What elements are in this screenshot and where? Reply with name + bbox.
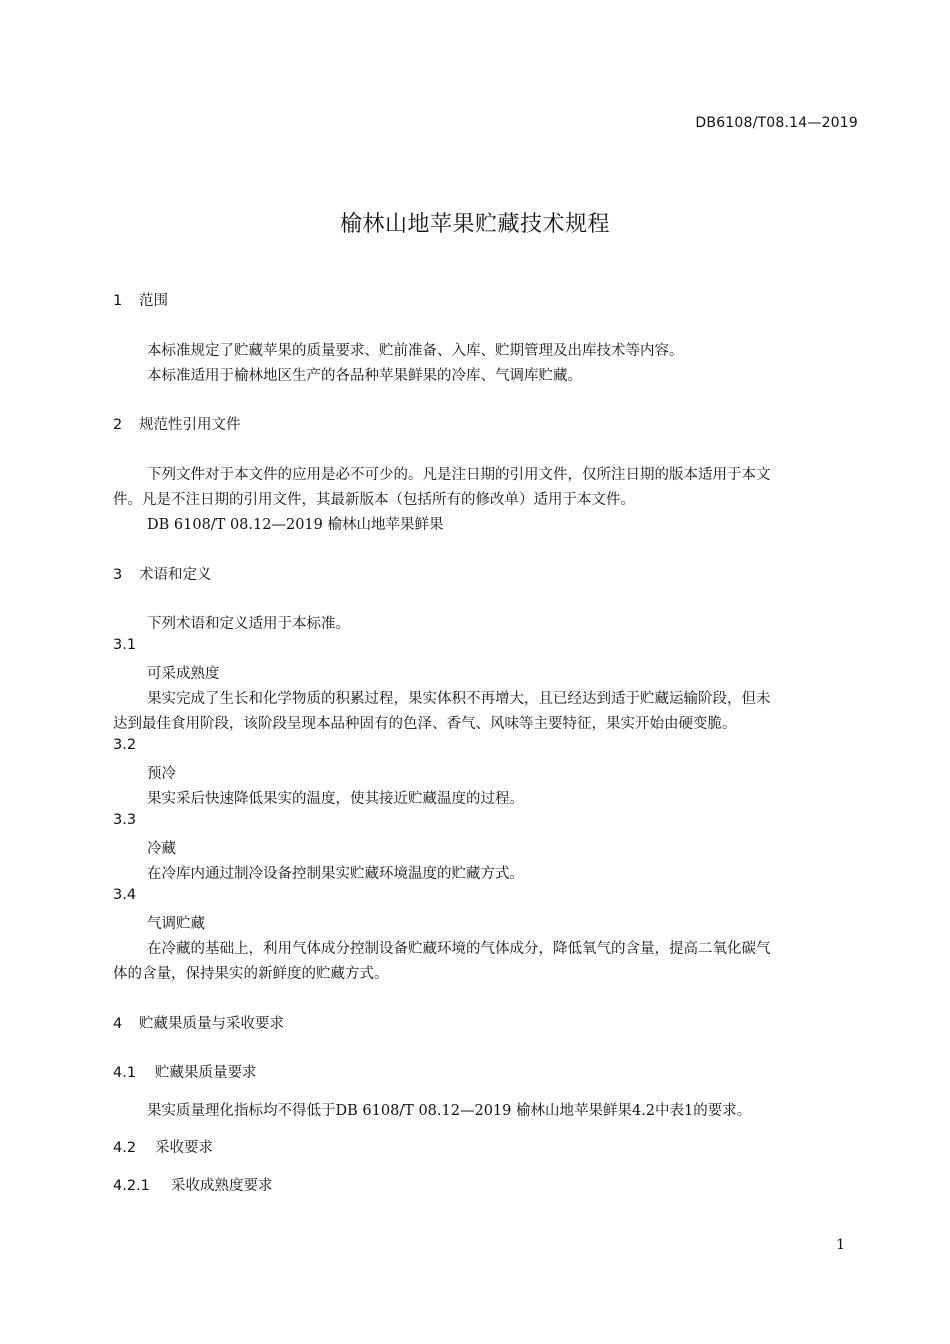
- section-number: 1: [113, 293, 123, 309]
- section-number: 4.1: [113, 1065, 137, 1081]
- section-4-2-heading: [113, 1136, 213, 1157]
- term-definition-line-1: 在冷藏的基础上，利用气体成分控制设备贮藏环境的气体成分，降低氧气的含量，提高二氧化碳气: [147, 941, 771, 957]
- term-definition-line-2: 达到最佳食用阶段，该阶段呈现本品种固有的色泽、香气、风味等主要特征，果实开始由硬变脆。: [113, 716, 737, 732]
- section-2-heading: [113, 413, 241, 434]
- section-3-intro: 下列术语和定义适用于本标准。: [147, 616, 350, 632]
- section-3-heading: [113, 563, 212, 584]
- section-title: 贮藏果质量要求: [155, 1065, 257, 1081]
- section-1-heading: [113, 289, 168, 310]
- section-number: 4.2: [113, 1140, 137, 1156]
- term-definition-line-1: 在冷库内通过制冷设备控制果实贮藏环境温度的贮藏方式。: [147, 866, 524, 882]
- section-number: 3: [113, 567, 123, 583]
- section-4-2-1-heading: [113, 1174, 273, 1195]
- section-2-paragraph-line-2: 件。凡是不注日期的引用文件，其最新版本（包括所有的修改单）适用于本文件。: [113, 492, 635, 508]
- section-title: 采收要求: [155, 1140, 213, 1156]
- section-title: 术语和定义: [139, 567, 212, 583]
- term-definition-line-1: 果实采后快速降低果实的温度，使其接近贮藏温度的过程。: [147, 791, 524, 807]
- term-name: 预冷: [147, 766, 176, 782]
- section-4-1-heading: [113, 1061, 257, 1082]
- section-1-paragraph-1: 本标准规定了贮藏苹果的质量要求、贮前准备、入库、贮期管理及出库技术等内容。: [147, 343, 684, 359]
- section-number: 4.2.1: [113, 1178, 150, 1194]
- section-title: 规范性引用文件: [139, 417, 241, 433]
- term-number: 3.2: [113, 737, 137, 753]
- section-4-heading: [113, 1012, 284, 1033]
- term-name: 气调贮藏: [147, 916, 205, 932]
- section-1-paragraph-2: 本标准适用于榆林地区生产的各品种苹果鲜果的冷库、气调库贮藏。: [147, 368, 582, 384]
- section-title: 范围: [139, 293, 168, 309]
- term-definition-line-2: 体的含量，保持果实的新鲜度的贮藏方式。: [113, 966, 389, 982]
- term-number: 3.1: [113, 637, 137, 653]
- section-number: 4: [113, 1016, 123, 1032]
- standard-code: DB6108/T08.14—2019: [695, 115, 858, 131]
- section-title: 贮藏果质量与采收要求: [139, 1016, 284, 1032]
- term-definition-line-1: 果实完成了生长和化学物质的积累过程，果实体积不再增大，且已经达到适于贮藏运输阶段，但未: [147, 691, 771, 707]
- section-title: 采收成熟度要求: [171, 1178, 273, 1194]
- document-title: 榆林山地苹果贮藏技术规程: [339, 212, 610, 237]
- section-number: 2: [113, 417, 123, 433]
- page-number: 1: [836, 1237, 845, 1253]
- section-2-paragraph-line-1: 下列文件对于本文件的应用是必不可少的。凡是注日期的引用文件，仅所注日期的版本适用于本文: [147, 467, 771, 483]
- section-4-1-paragraph: 果实质量理化指标均不得低于DB 6108/T 08.12—2019 榆林山地苹果鲜果4.2中表1的要求。: [147, 1103, 752, 1119]
- term-number: 3.4: [113, 887, 137, 903]
- term-number: 3.3: [113, 812, 137, 828]
- term-name: 冷藏: [147, 841, 176, 857]
- normative-reference: DB 6108/T 08.12—2019 榆林山地苹果鲜果: [147, 517, 444, 533]
- term-name: 可采成熟度: [147, 666, 220, 682]
